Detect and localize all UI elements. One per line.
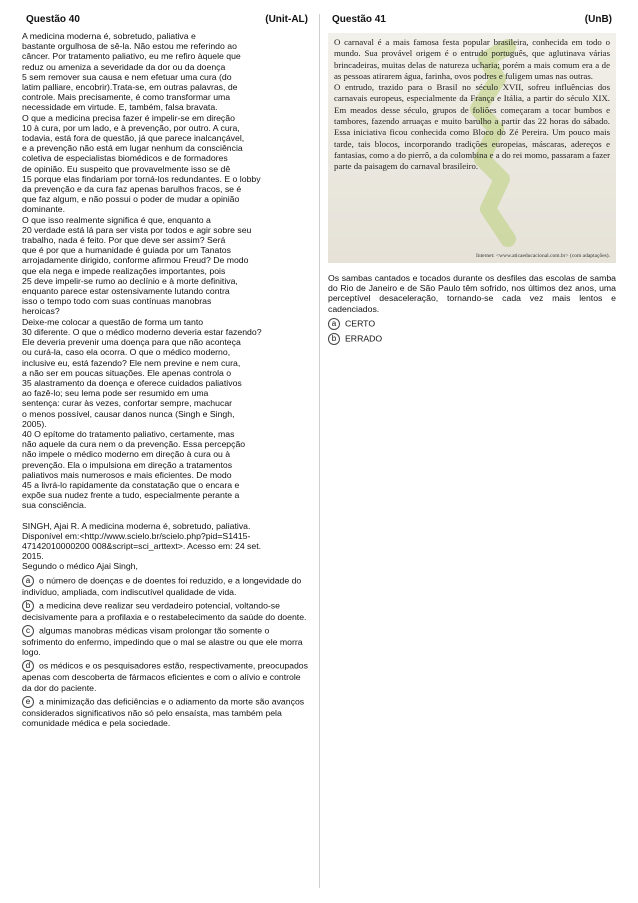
- question-40: [22, 14, 312, 731]
- question-40-title: Questão 40: [26, 14, 80, 25]
- option-a-letter-badge[interactable]: a: [22, 575, 34, 587]
- option-d-text: os médicos e os pesquisadores estão, respectivamente, preocupados apenas com descoberta de fármacos eficientes e com o alívio e controle da dor do paciente.: [22, 660, 308, 693]
- scanned-source-credit: Internet: <www.aticaeducacional.com.br> (com adaptações).: [476, 253, 610, 259]
- option-a[interactable]: [22, 575, 312, 597]
- option-certo-text: CERTO: [345, 318, 376, 329]
- option-a-text: o número de doenças e de doentes foi reduzido, e a longevidade do indivíduo, ampliada, com indiscutível qualidade de vida.: [22, 574, 302, 597]
- question-40-prompt: Segundo o médico Ajai Singh,: [22, 561, 138, 572]
- option-e-text: a minimização das deficiências e o adiamento da morte são avanços considerados significativos não só pelo ensaísta, mas também pela comunidade médica e pela sociedade.: [22, 696, 305, 728]
- question-41: [328, 14, 616, 348]
- question-41-statement: Os sambas cantados e tocados durante os desfiles das escolas de samba do Rio de Janeiro e de São Paulo têm sofrido, nos últimos dez anos, uma perceptível desaceleração, tornando-se cada vez mais lentos e cadenciados.: [328, 273, 616, 314]
- option-c[interactable]: [22, 625, 312, 657]
- question-41-source: (UnB): [584, 14, 612, 25]
- column-divider: [319, 14, 320, 888]
- option-d[interactable]: [22, 660, 312, 692]
- option-errado-letter-badge[interactable]: b: [328, 333, 340, 345]
- option-b-letter-badge[interactable]: b: [22, 600, 34, 612]
- question-40-reference: SINGH, Ajai R. A medicina moderna é, sobretudo, paliativa. Disponível em:<http://www.scielo.br/scielo.php?pid=S1415- 47142010000200 008&script=sci_arttext>. Acesso em: 24 set. 2015.: [22, 520, 262, 562]
- option-c-text: algumas manobras médicas visam prolongar tão somente o sofrimento do enfermo, impedindo que o mal se alastre ou que ele morra logo.: [22, 625, 303, 658]
- option-e[interactable]: [22, 696, 312, 728]
- question-41-header: [328, 14, 616, 25]
- option-errado[interactable]: [328, 333, 616, 345]
- scanned-text-image: [328, 33, 616, 263]
- question-40-header: [22, 14, 312, 25]
- option-b-text: a medicina deve realizar seu verdadeiro potencial, voltando-se decisivamente para a profilaxia e o restabelecimento da saúde do doente.: [22, 600, 307, 622]
- option-certo[interactable]: [328, 318, 616, 330]
- option-b[interactable]: [22, 600, 312, 622]
- option-c-letter-badge[interactable]: c: [22, 625, 34, 637]
- option-d-letter-badge[interactable]: d: [22, 660, 34, 672]
- option-certo-letter-badge[interactable]: a: [328, 318, 340, 330]
- question-40-passage: A medicina moderna é, sobretudo, paliativa e bastante orgulhosa de sê-la. Não estou me referindo ao câncer. Por tratamento paliativo, eu me refiro àquele que reduz ou ameniza a severidade da dor ou da doença 5 sem remover sua causa e nem efetuar uma cura (do latim palliare, encobrir).Trata-se, em outras palavras, de controle. Mais precisamente, é como transformar uma necessidade em virtude. E, também, falsa bravata. O que a medicina precisa fazer é impelir-se em direção 10 à cura, por um lado, e à prevenção, por outro. A cura, todavia, está fora de questão, já que parece inalcançável, e a prevenção não está em lugar nenhum da consciência coletiva de especialistas biomédicos e de formadores de opinião. Eu suspeito que provavelmente isso se dê 15 porque elas findariam por torná-los redundantes. E o lobby da prevenção e da cura faz apenas barulhos fracos, se é que faz algum, e não possui o poder de mudar a opinião dominante. O que isso realmente significa é que, enquanto a 20 verdade está lá para ser vista por todos e agir sobre seu trabalho, nada é feito. Por que deve ser assim? Será que é por que a humanidade é guiada por um Tanatos arrojadamente dirigido, conforme afirmou Freud? De modo que ela nega e impede realizações importantes, pois 25 deve impelir-se rumo ao declínio e à morte definitiva, enquanto parece estar ostensivamente lutando contra isso o tempo todo com suas contínuas manobras heroicas? Deixe-me colocar a questão de forma um tanto 30 diferente. O que o médico moderno deveria estar fazendo? Ele deveria prevenir uma doença para que não aconteça ou curá-la, caso ela ocorra. O que o médico moderno, inclusive eu, está fazendo? Ele nem previne e nem cura, a não ser em poucas situações. Ele apenas controla o 35 alastramento da doença e oferece cuidados paliativos ao fazê-lo; seu lema pode ser resumido em uma sentença: curar às vezes, confortar sempre, machucar o menos possível, causar danos nunca (Singh e Singh, 2005). 40 O epítome do tratamento paliativo, certamente, mas não aquele da cura nem o da prevenção. Essa percepção não impele o médico moderno em direção à cura ou à prevenção. Ela o impulsiona em direção a tratamentos paliativos mais numerosos e mais eficientes. De modo 45 a livrá-lo rapidamente da constatação que o encara e expõe sua nudez frente a tudo, especialmente perante a sua consciência.: [22, 31, 262, 511]
- option-e-letter-badge[interactable]: e: [22, 696, 34, 708]
- scanned-passage: O carnaval é a mais famosa festa popular brasileira, conhecida em todo o mundo. Sua provável origem é o entrudo português, que aglutinava várias brincadeiras, muitas delas de natureza ucharia; porém a mais comum era a de as pessoas atirarem água, farinha, ovos podres e fuligem umas nas outras. O entrudo, trazido para o Brasil no século XVII, sofreu influências dos carnavais europeus, especialmente da França e Itália, a partir do século XIX. Em meados desse século, grupos de foliões começaram a tocar bumbos e tambores, fazendo arruaças e muito barulho a partir das 22 horas do sábado. Essa iniciativa ficou conhecida como Bloco do Zé Pereira. Um pouco mais tarde, tais blocos, incorporando tradições europeias, máscaras, adereços e fantasias, como a do pierrô, a da colombina e a do rei momo, passaram a fazer parte da paisagem do carnaval brasileiro.: [334, 37, 610, 172]
- question-40-source: (Unit-AL): [265, 14, 308, 25]
- option-errado-text: ERRADO: [345, 333, 383, 344]
- question-41-title: Questão 41: [332, 14, 386, 25]
